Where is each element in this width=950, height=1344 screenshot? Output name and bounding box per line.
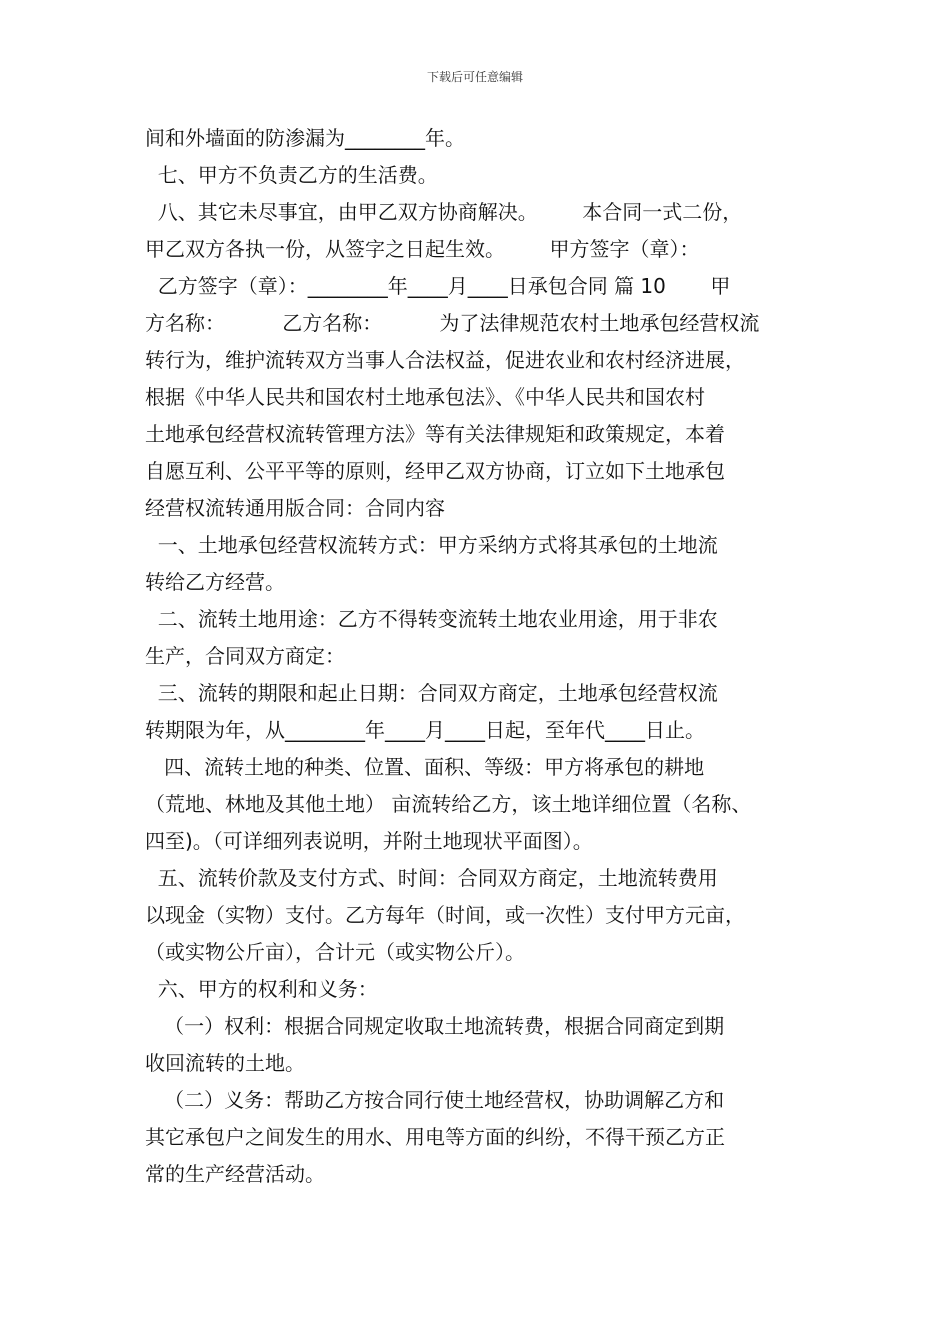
text-line: 乙方签字（章）：________年____月____日承包合同 篇 10 甲 bbox=[145, 274, 731, 298]
text-line: 二、流转土地用途：乙方不得转变流转土地农业用途，用于非农 bbox=[145, 607, 718, 631]
text-line: 一、土地承包经营权流转方式：甲方采纳方式将其承包的土地流 bbox=[145, 533, 718, 557]
text-line: 七、甲方不负责乙方的生活费。 bbox=[145, 163, 438, 187]
text-line: 方名称： 乙方名称： 为了法律规范农村土地承包经营权流 bbox=[145, 311, 760, 335]
text-line: 八、其它未尽事宜，由甲乙双方协商解决。 本合同一式二份， bbox=[145, 200, 743, 224]
text-line: 转行为，维护流转双方当事人合法权益，促进农业和农村经济进展， bbox=[145, 348, 745, 372]
text-line: 四至)。（可详细列表说明，并附土地现状平面图）。 bbox=[145, 829, 593, 853]
text-line: 生产，合同双方商定： bbox=[145, 644, 345, 668]
text-line: 根据《中华人民共和国农村土地承包法》、《中华人民共和国农村 bbox=[145, 385, 705, 409]
text-line: （荒地、林地及其他土地） 亩流转给乙方，该土地详细位置（名称、 bbox=[145, 792, 752, 816]
text-line: 经营权流转通用版合同：合同内容 bbox=[145, 496, 445, 520]
text-line: 六、甲方的权利和义务： bbox=[145, 977, 378, 1001]
text-line: 四、流转土地的种类、位置、面积、等级：甲方将承包的耕地 bbox=[145, 755, 705, 779]
text-line: 以现金（实物）支付。乙方每年（时间，或一次性）支付甲方元亩， bbox=[145, 903, 745, 927]
text-line: 甲乙双方各执一份，从签字之日起生效。 甲方签字（章）： bbox=[145, 237, 700, 261]
text-line: 自愿互利、公平平等的原则，经甲乙双方协商，订立如下土地承包 bbox=[145, 459, 725, 483]
text-line: 间和外墙面的防渗漏为________年。 bbox=[145, 126, 465, 150]
text-line: 五、流转价款及支付方式、时间：合同双方商定，土地流转费用 bbox=[145, 866, 718, 890]
text-line: 常的生产经营活动。 bbox=[145, 1162, 325, 1186]
text-line: （二）义务：帮助乙方按合同行使土地经营权，协助调解乙方和 bbox=[145, 1088, 725, 1112]
text-line: （一）权利：根据合同规定收取土地流转费，根据合同商定到期 bbox=[145, 1014, 725, 1038]
text-line: 转期限为年，从________年____月____日起，至年代____日止。 bbox=[145, 718, 705, 742]
text-line: 其它承包户之间发生的用水、用电等方面的纠纷，不得干预乙方正 bbox=[145, 1125, 725, 1149]
text-line: （或实物公斤亩），合计元（或实物公斤）。 bbox=[145, 940, 525, 964]
text-line: 土地承包经营权流转管理方法》等有关法律规矩和政策规定，本着 bbox=[145, 422, 725, 446]
page-header: 下载后可任意编辑 bbox=[426, 70, 523, 84]
text-line: 转给乙方经营。 bbox=[145, 570, 285, 594]
text-line: 三、流转的期限和起止日期：合同双方商定，土地承包经营权流 bbox=[145, 681, 718, 705]
text-line: 收回流转的土地。 bbox=[145, 1051, 305, 1075]
document-body bbox=[145, 120, 811, 1193]
